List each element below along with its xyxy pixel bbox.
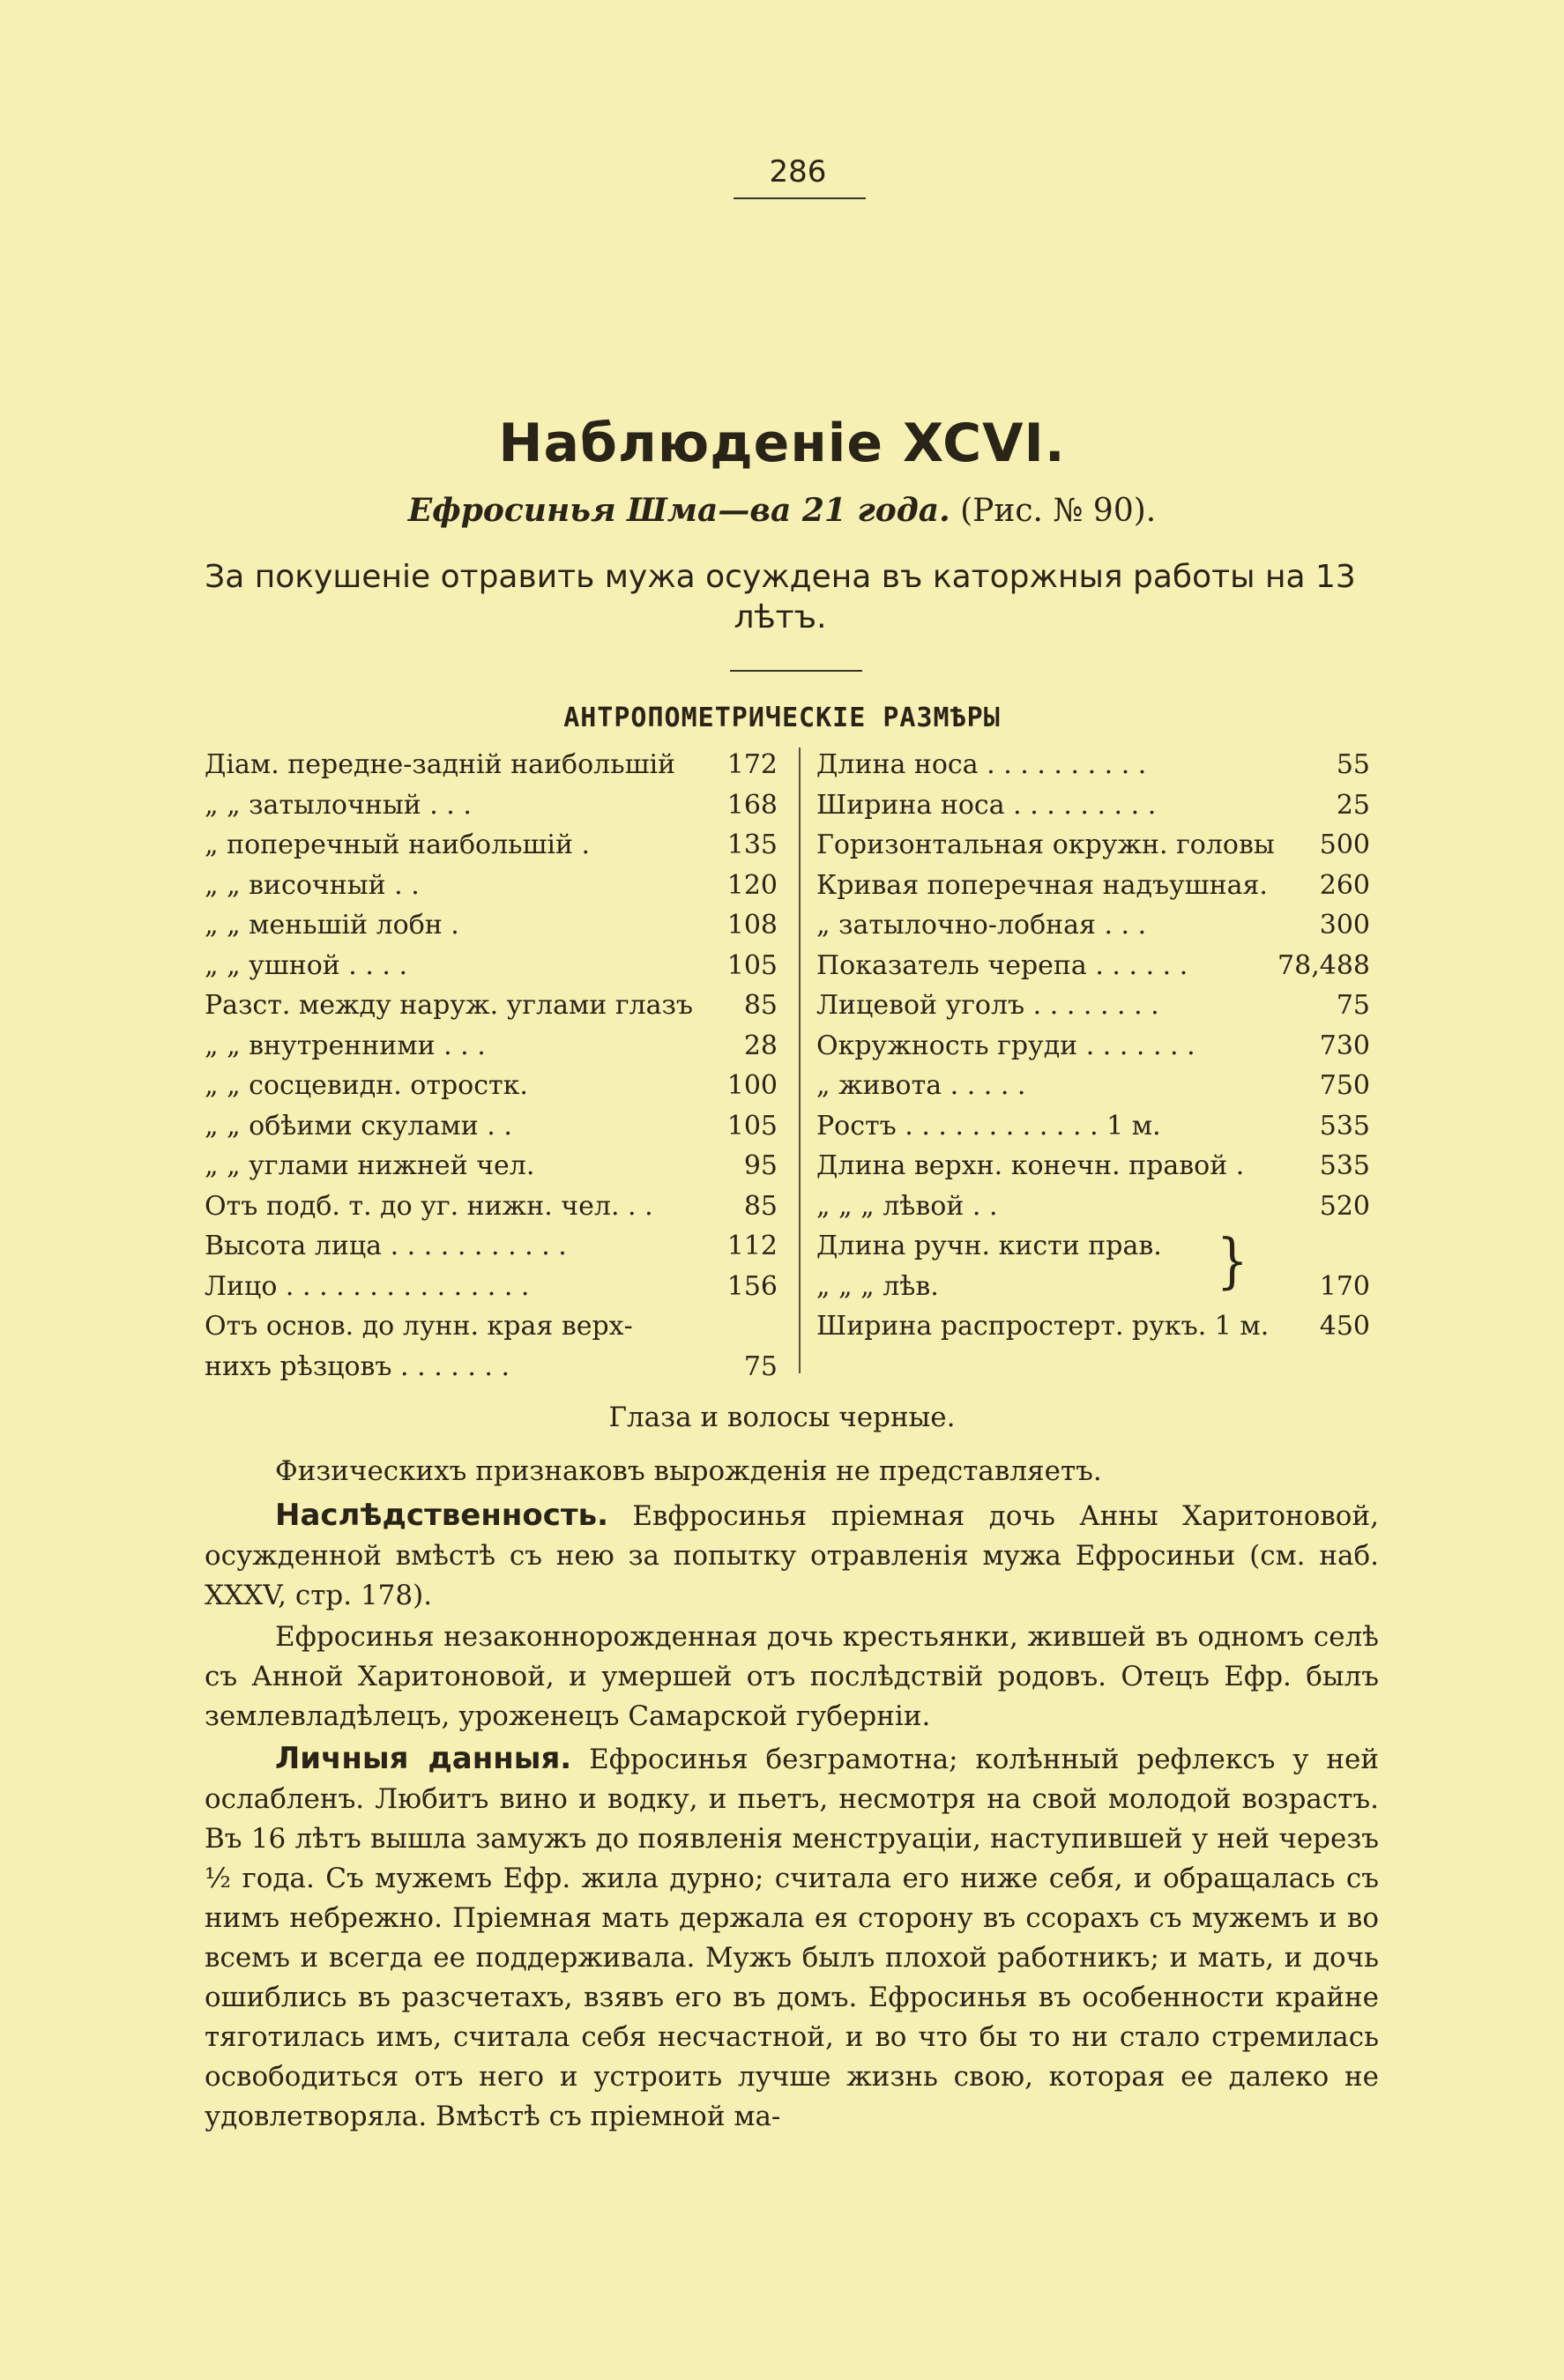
measurement-value: 100 [726,1070,778,1101]
measurement-label: Лицевой уголъ . . . . . . . . [816,990,1159,1021]
measurement-value: 535 [1319,1110,1370,1142]
measurement-label: „ „ „ лѣвой . . [816,1190,998,1222]
measurement-label: Показатель черепа . . . . . . [816,949,1188,981]
measurement-value: 85 [743,990,778,1021]
measurement-value: 168 [726,789,778,821]
measurement-value: 25 [1336,789,1370,821]
measurement-value: 112 [726,1231,778,1261]
measurement-label: „ „ височный . . [205,869,420,901]
measurement-value: 120 [726,869,778,901]
measurement-value: 520 [1319,1190,1370,1222]
divider [730,670,862,672]
measurement-value: 135 [726,829,778,860]
subtitle [0,492,1564,529]
column-divider [799,747,801,1373]
page-number: 286 [769,154,827,190]
measurement-label: „ „ обѣими скулами . . [205,1110,512,1142]
measurement-label: Отъ основ. до лунн. края верх- [205,1311,633,1342]
measurement-label: Длина носа . . . . . . . . . . [816,749,1147,780]
measurement-value: 28 [743,1030,778,1061]
measurement-value: 500 [1319,829,1370,860]
measurement-label: „ живота . . . . . [816,1070,1026,1101]
measurement-label: Разст. между наруж. углами глазъ [205,990,693,1021]
measurement-label: Длина ручн. кисти прав. [816,1231,1162,1261]
measurement-label: „ поперечный наибольшій . [205,829,591,860]
measurement-label: Окружность груди . . . . . . . [816,1030,1195,1061]
measurement-label: „ „ „ лѣв. [816,1270,939,1302]
heredity-text: Евфросинья пріемная дочь Анны Харитоновой, осужденной вмѣстѣ съ нею за попытку отравленія мужа Ефросиньи (см. наб. XXXV, стр. 178). [205,1500,1379,1611]
measurement-value: 750 [1319,1070,1370,1101]
measurement-value: 95 [743,1150,778,1181]
measurement-label: Горизонтальная окружн. головы [816,829,1275,860]
measurement-label: Длина верхн. конечн. правой . [816,1150,1245,1181]
measurement-value: 156 [726,1270,778,1302]
measurement-value: 85 [743,1190,778,1222]
measurement-label: „ „ углами нижней чел. [205,1150,535,1181]
measurement-value: 170 [1319,1270,1370,1302]
page-number-rule [734,197,866,199]
personal-data-paragraph [205,1739,1379,2137]
heredity-paragraph-2 [205,1618,1379,1737]
measurement-label: „ затылочно-лобная . . . [816,910,1147,941]
personal-text: Ефросинья безграмотна; колѣнный рефлексъ у ней ослабленъ. Любитъ вино и водку, и пьетъ, несмотря на свой молодой возрастъ. Въ 16 лѣтъ вышла замужъ до появленія менструаціи, наступившей у ней черезъ ½ года. Съ мужемъ Ефр. жила дурно; считала его ниже себя, и обращалась съ нимъ небрежно. Пріемная мать держала ея сторону въ ссорахъ съ мужемъ и во всемъ и всегда ее поддерживала. Мужъ былъ плохой работникъ; и мать, и дочь ошиблись въ разсчетахъ, взявъ его въ домъ. Ефросинья въ особенности крайне тяготилась имъ, считала себя несчастной, и во что бы то ни стало стремилась освободиться отъ него и устроить лучше жизнь свою, которая ее далеко не удовлетворяла. Вмѣстѣ съ пріемной ма- [205,1744,1379,2132]
section-heading: АНТРОПОМЕТРИЧЕСКІЕ РАЗМѢРЫ [563,703,1001,733]
measurement-value: 450 [1319,1311,1370,1342]
measurement-value: 108 [726,910,778,941]
measurement-value: 55 [1336,749,1370,780]
measurement-value: 535 [1319,1150,1370,1181]
measurement-value: 730 [1319,1030,1370,1061]
measurement-label: „ „ затылочный . . . [205,789,472,821]
crime-description: За покушеніе отравить мужа осуждена въ каторжныя работы на 13 лѣтъ. [205,559,1356,636]
measurement-label: „ „ ушной . . . . [205,949,408,981]
measurement-value: 300 [1319,910,1370,941]
measurement-label: нихъ рѣзцовъ . . . . . . . [205,1350,510,1382]
measurement-label: Кривая поперечная надъушная. [816,869,1268,901]
measurement-value: 105 [726,949,778,981]
measurement-value: 105 [726,1110,778,1142]
measurement-label: „ „ сосцевидн. отростк. [205,1070,528,1101]
physical-signs-paragraph [205,1452,1379,1491]
measurement-label: Діам. передне-задній наибольшій [205,749,676,780]
measurement-value: 75 [743,1350,778,1382]
heredity-heading: Наслѣдственность. [275,1498,608,1533]
measurement-value: 75 [1336,990,1370,1021]
measurement-label: „ „ меньшій лобн . [205,910,459,941]
personal-heading: Личныя данныя. [275,1741,572,1776]
observation-title: Наблюденіе XCVI. [498,413,1066,474]
heredity-text-2: Ефросинья незаконнорожденная дочь крестьянки, жившей въ одномъ селѣ съ Анной Харитоновой, и умершей отъ послѣдствій родовъ. Отецъ Ефр. былъ землевладѣлецъ, уроженецъ Самарской губерніи. [205,1621,1379,1732]
hand-brace: } [1217,1227,1248,1297]
physical-signs-text: Физическихъ признаковъ вырожденія не представляетъ. [275,1455,1102,1487]
figure-ref: (Рис. № 90). [960,493,1157,529]
measurement-value: 78,488 [1277,949,1370,981]
measurement-label: Ширина носа . . . . . . . . . [816,789,1157,821]
measurement-label: Высота лица . . . . . . . . . . . [205,1231,567,1261]
subject-name: Ефросинья Шма—ва 21 года. [407,492,950,529]
eyes-hair-line: Глаза и волосы черные. [608,1402,956,1433]
measurement-value: 172 [726,749,778,780]
measurement-label: Отъ подб. т. до уг. нижн. чел. . . [205,1190,653,1222]
measurement-label: Лицо . . . . . . . . . . . . . . . [205,1270,530,1302]
measurement-label: Ростъ . . . . . . . . . . . . 1 м. [816,1110,1161,1142]
heredity-paragraph [205,1496,1379,1616]
measurement-label: „ „ внутренними . . . [205,1030,486,1061]
measurement-value: 260 [1319,869,1370,901]
measurement-label: Ширина распростерт. рукъ. 1 м. [816,1311,1270,1342]
